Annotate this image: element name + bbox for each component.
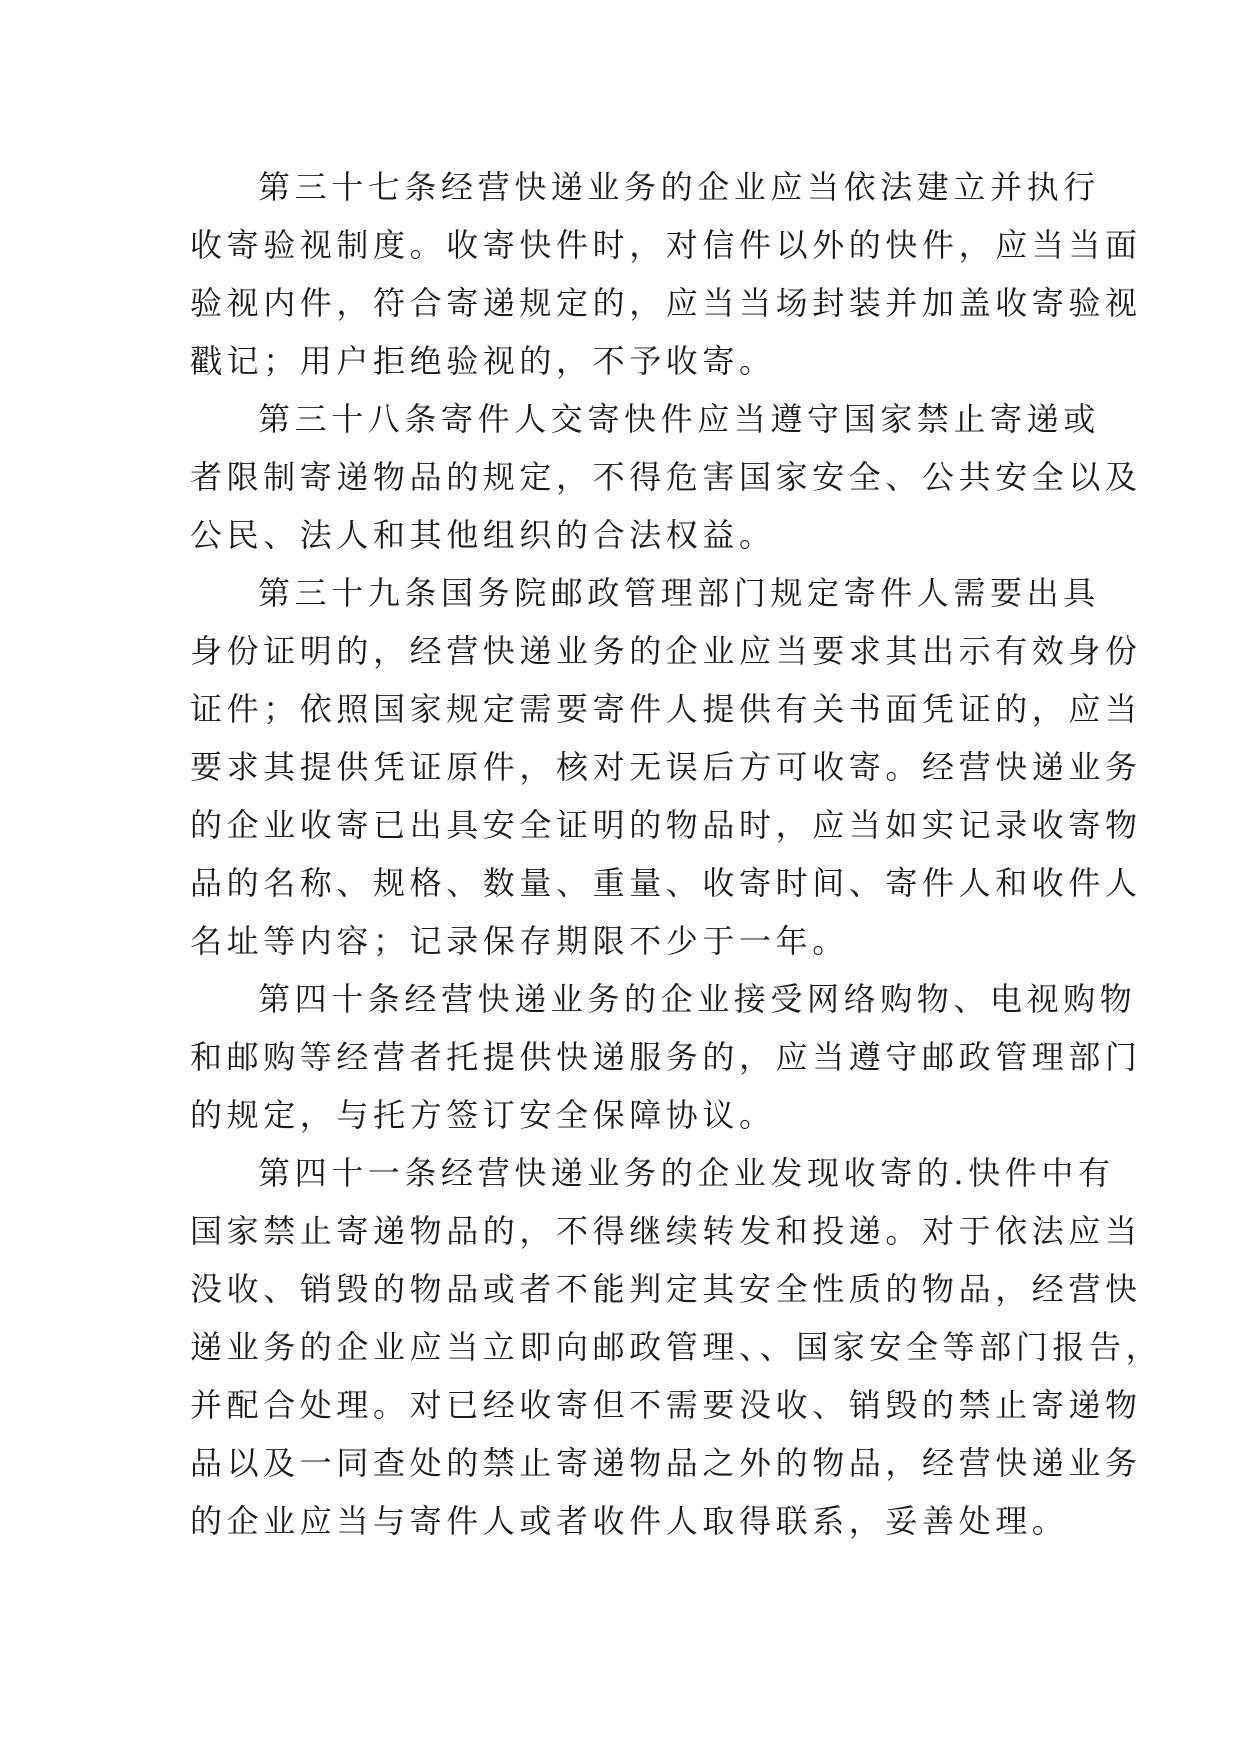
paragraph-line: 品的名称、规格、数量、重量、收寄时间、寄件人和收件人 — [190, 864, 1142, 902]
paragraph-article-37 — [190, 158, 1142, 390]
paragraph-line: 国家禁止寄递物品的，不得继续转发和投递。对于依法应当 — [190, 1212, 1142, 1250]
paragraph-line: 和邮购等经营者托提供快递服务的，应当遵守邮政管理部门 — [190, 1038, 1142, 1076]
paragraph-line: 第三十八条寄件人交寄快件应当遵守国家禁止寄递或 — [258, 400, 1100, 438]
paragraph-line: 的企业应当与寄件人或者收件人取得联系，妥善处理。 — [190, 1502, 1069, 1540]
paragraph-line: 验视内件，符合寄递规定的，应当当场封装并加盖收寄验视 — [190, 284, 1142, 322]
paragraph-line: 要求其提供凭证原件，核对无误后方可收寄。经营快递业务 — [190, 748, 1142, 786]
paragraph-line: 第四十一条经营快递业务的企业发现收寄的.快件中有 — [258, 1154, 1115, 1192]
paragraph-line: 收寄验视制度。收寄快件时，对信件以外的快件，应当当面 — [190, 226, 1142, 264]
paragraph-article-40 — [190, 970, 1142, 1144]
paragraph-article-39 — [190, 564, 1142, 970]
paragraph-line: 的企业收寄已出具安全证明的物品时，应当如实记录收寄物 — [190, 806, 1142, 844]
paragraph-line: 戳记；用户拒绝验视的，不予收寄。 — [190, 342, 776, 380]
document-body — [190, 158, 1163, 1550]
paragraph-line: 的规定，与托方签订安全保障协议。 — [190, 1096, 776, 1134]
paragraph-article-41 — [190, 1144, 1163, 1550]
paragraph-line: 第三十七条经营快递业务的企业应当依法建立并执行 — [258, 168, 1100, 206]
paragraph-line: 公民、法人和其他组织的合法权益。 — [190, 516, 776, 554]
paragraph-line: 第四十条经营快递业务的企业接受网络购物、电视购物 — [258, 980, 1137, 1018]
paragraph-line: 证件；依照国家规定需要寄件人提供有关书面凭证的，应当 — [190, 690, 1142, 728]
paragraph-line: 第三十九条国务院邮政管理部门规定寄件人需要出具 — [258, 574, 1100, 612]
paragraph-line: 者限制寄递物品的规定，不得危害国家安全、公共安全以及 — [190, 458, 1142, 496]
paragraph-line: 并配合处理。对已经收寄但不需要没收、销毁的禁止寄递物 — [190, 1386, 1142, 1424]
paragraph-line: 身份证明的，经营快递业务的企业应当要求其出示有效身份 — [190, 632, 1142, 670]
paragraph-line: 品以及一同查处的禁止寄递物品之外的物品，经营快递业务 — [190, 1444, 1142, 1482]
paragraph-line: 递业务的企业应当立即向邮政管理、、国家安全等部门报告， — [190, 1328, 1163, 1366]
paragraph-line: 没收、销毁的物品或者不能判定其安全性质的物品，经营快 — [190, 1270, 1142, 1308]
paragraph-article-38 — [190, 390, 1142, 564]
paragraph-line: 名址等内容；记录保存期限不少于一年。 — [190, 922, 849, 960]
